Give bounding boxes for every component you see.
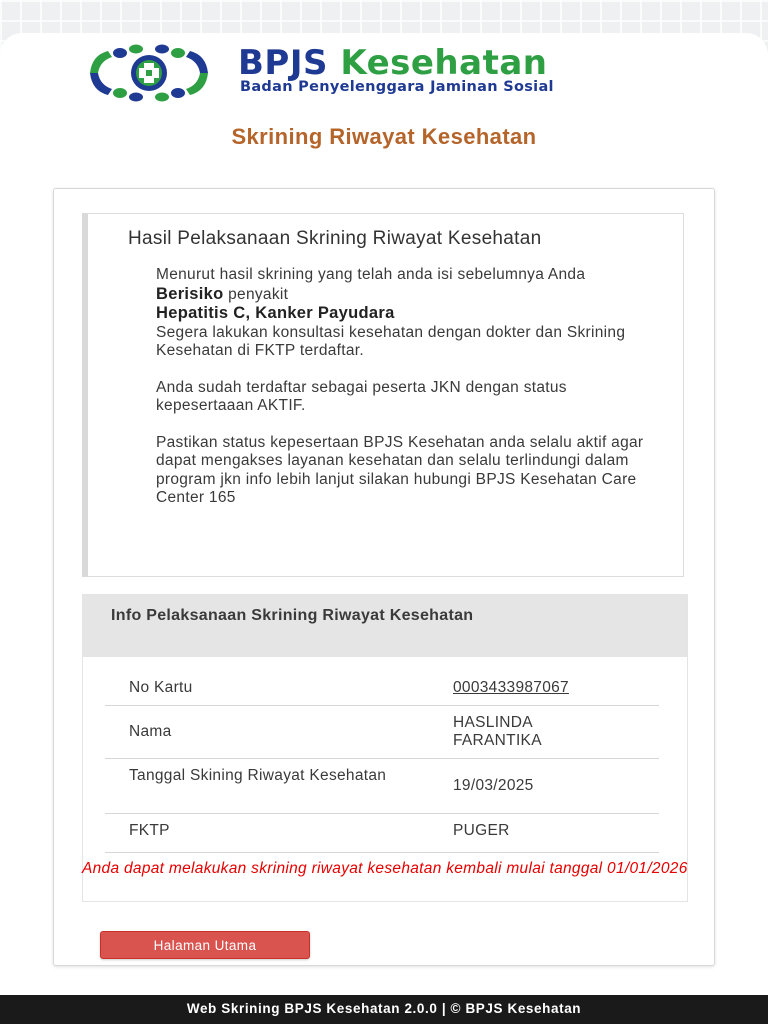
- card-number-link[interactable]: 0003433987067: [453, 679, 569, 696]
- screening-result-box: [82, 213, 684, 577]
- risk-status: Berisiko: [156, 284, 224, 303]
- result-p1-suffix: penyakit: [228, 285, 289, 303]
- result-title: Hasil Pelaksanaan Skrining Riwayat Kesehatan: [128, 228, 542, 249]
- row-value: 19/03/2025: [453, 777, 534, 794]
- brand-name: [238, 43, 547, 83]
- info-row-fktp: [105, 814, 659, 853]
- brand-name-kesehatan: Kesehatan: [340, 43, 548, 83]
- result-p1-text: Menurut hasil skrining yang telah anda isi sebelumnya Anda: [156, 266, 586, 283]
- disease-list: Hepatitis C, Kanker Payudara: [156, 304, 395, 322]
- info-header: [83, 595, 687, 657]
- rescreen-note: Anda dapat melakukan skrining riwayat kesehatan kembali mulai tanggal 01/01/2026: [82, 860, 688, 877]
- brand-subtitle: Badan Penyelenggara Jaminan Sosial: [240, 79, 554, 95]
- bpjs-logo: [86, 43, 686, 105]
- screening-info-box: [82, 594, 688, 902]
- row-label: Nama: [129, 723, 172, 740]
- footer-bar: [0, 995, 768, 1024]
- page-title: Skrining Riwayat Kesehatan: [231, 124, 537, 149]
- brand-name-bpjs: BPJS: [238, 43, 328, 83]
- info-row-no-kartu: [105, 657, 659, 706]
- home-button[interactable]: Halaman Utama: [100, 931, 310, 959]
- row-label: No Kartu: [129, 679, 193, 696]
- result-p1-advice: Segera lakukan konsultasi kesehatan dengan dokter dan Skrining Kesehatan di FKTP terdaftar.: [156, 323, 626, 359]
- info-header-text: Info Pelaksanaan Skrining Riwayat Kesehatan: [111, 607, 474, 624]
- info-row-nama: [105, 706, 659, 759]
- row-label: Tanggal Skining Riwayat Kesehatan: [129, 767, 387, 784]
- result-paragraph-2: Anda sudah terdaftar sebagai peserta JKN dengan status kepesertaaan AKTIF.: [156, 378, 567, 414]
- row-value: HASLINDA FARANTIKA: [453, 714, 542, 749]
- result-paragraph-3: Pastikan status kepesertaan BPJS Kesehatan anda selalu aktif agar dapat mengakses layanan kesehatan dan selalu terlindungi dalam program jkn info lebih lanjut silakan hubungi BPJS Kesehatan Care Center 165: [156, 433, 644, 506]
- bpjs-logo-icon: [86, 43, 212, 103]
- row-value: PUGER: [453, 822, 510, 839]
- result-body: [156, 266, 656, 508]
- result-paragraph-1: [156, 266, 656, 361]
- info-row-tanggal: [105, 759, 659, 814]
- row-label: FKTP: [129, 822, 170, 839]
- footer-text: Web Skrining BPJS Kesehatan 2.0.0 | © BPJS Kesehatan: [186, 1001, 582, 1016]
